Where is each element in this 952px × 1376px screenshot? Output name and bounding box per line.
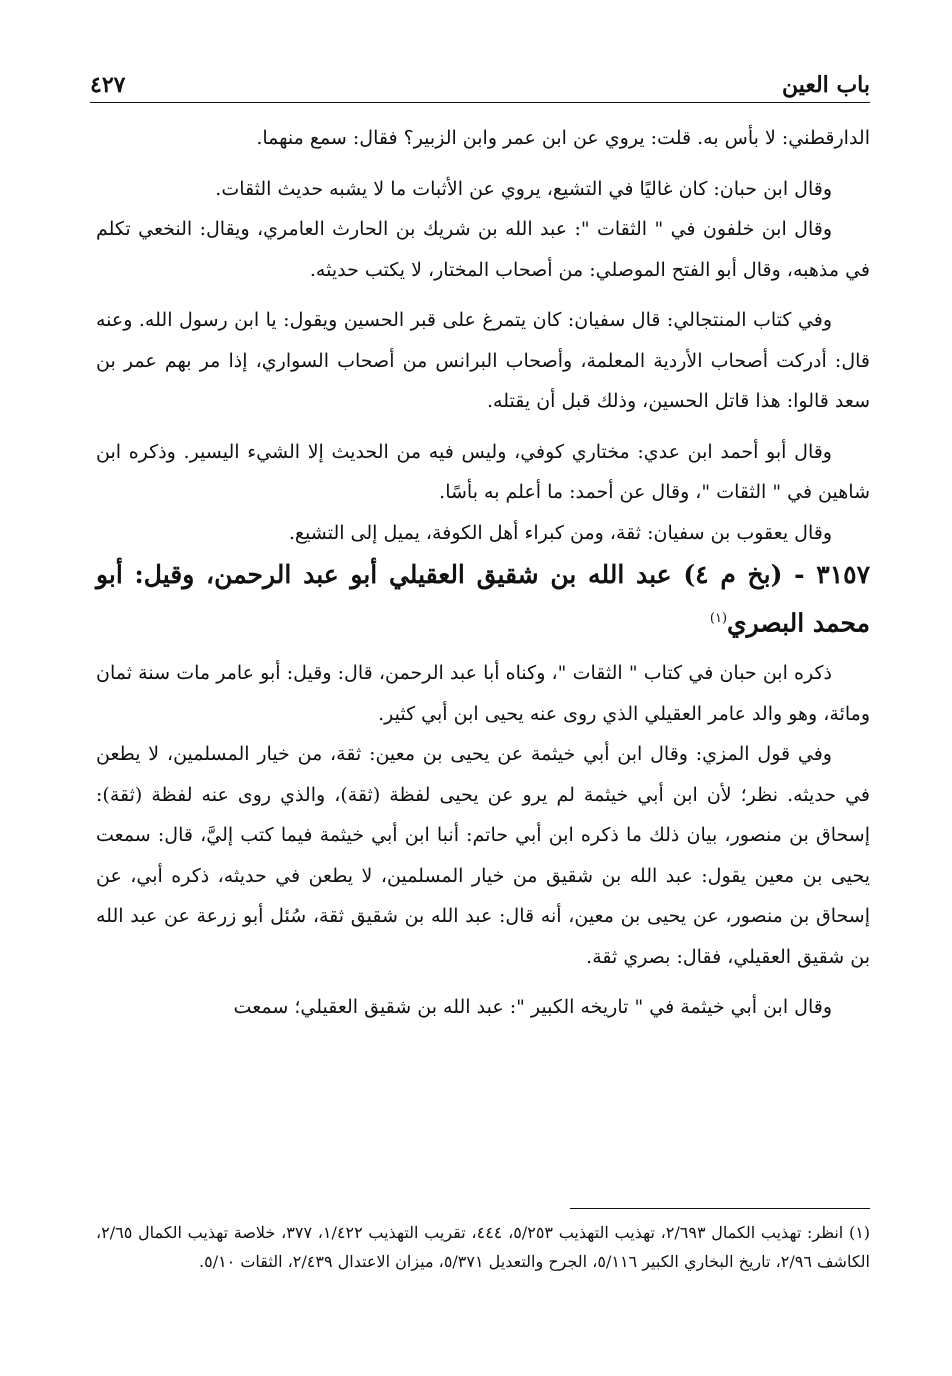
paragraph-2: وقال ابن حبان: كان غاليًا في التشيع، يروي عن الأثبات ما لا يشبه حديث الثقات.	[215, 177, 832, 200]
paragraph-4: وفي كتاب المنتجالي: قال سفيان: كان يتمرغ على قبر الحسين ويقول: يا ابن رسول الله. وعنه قال: أدركت أصحاب الأردية المعلمة، وأصحاب البرانس من أصحاب السواري، إذا مر بهم عمر بن سعد قالوا: هذا قاتل الحسين، وذلك قبل أن يقتله.	[96, 309, 870, 412]
main-text	[96, 118, 870, 1038]
footnote-separator	[570, 1208, 870, 1209]
entry-heading	[96, 553, 870, 645]
paragraph-3: وقال ابن خلفون في " الثقات ": عبد الله بن شريك بن الحارث العامري، ويقال: النخعي تكلم في مذهبه، وقال أبو الفتح الموصلي: من أصحاب المختار، لا يكتب حديثه.	[96, 218, 870, 281]
paragraph-6: وقال يعقوب بن سفيان: ثقة، ومن كبراء أهل الكوفة، يميل إلى التشيع.	[288, 521, 832, 544]
entry-paragraph-3: وقال ابن أبي خيثمة في " تاريخه الكبير ": عبد الله بن شقيق العقيلي؛ سمعت	[233, 996, 832, 1019]
chapter-title: باب العين	[781, 72, 870, 98]
entry-paragraph-2: وفي قول المزي: وقال ابن أبي خيثمة عن يحيى بن معين: ثقة، من خيار المسلمين، لا يطعن في حديثه. نظر؛ لأن ابن أبي خيثمة لم يرو عن يحيى لفظة (ثقة)، والذي روى عنه لفظة (ثقة): إسحاق بن منصور، بيان ذلك ما ذكره ابن أبي حاتم: أنبا ابن أبي خيثمة فيما كتب إليَّ، قال: سمعت يحيى بن معين يقول: عبد الله بن شقيق من خيار المسلمين، لا يطعن في حديثه، ذكره أبي، عن إسحاق بن منصور، عن يحيى بن معين، أنه قال: عبد الله بن شقيق ثقة، سُئل أبو زرعة عن عبد الله بن شقيق العقيلي، فقال: بصري ثقة.	[96, 743, 870, 968]
running-header	[90, 58, 870, 103]
paragraph-1: الدارقطني: لا بأس به. قلت: يروي عن ابن عمر وابن الزبير؟ فقال: سمع منهما.	[256, 127, 870, 149]
page-number: ٤٢٧	[90, 72, 126, 98]
footnote: (١) انظر: تهذيب الكمال ٢/٦٩٣، تهذيب التهذيب ٥/٢٥٣، ٤٤٤، تقريب التهذيب ١/٤٢٢، ٣٧٧، خلاصة تهذيب الكمال ٢/٦٥، الكاشف ٢/٩٦، تاريخ البخاري الكبير ٥/١١٦، الجرح والتعديل ٥/٣٧١، ميزان الاعتدال ٢/٤٣٩، الثقات ٥/١٠.	[96, 1223, 871, 1271]
footnote-ref: (١)	[709, 611, 728, 626]
paragraph-5: وقال أبو أحمد ابن عدي: مختاري كوفي، وليس فيه من الحديث إلا الشيء اليسير. وذكره ابن شاهين في " الثقات "، وقال عن أحمد: ما أعلم به بأسًا.	[96, 440, 870, 503]
entry-heading-text: ٣١٥٧ - (بخ م ٤) عبد الله بن شقيق العقيلي أبو عبد الرحمن، وقيل: أبو محمد البصري	[96, 560, 870, 638]
entry-paragraph-1: ذكره ابن حبان في كتاب " الثقات "، وكناه أبا عبد الرحمن، قال: وقيل: أبو عامر مات سنة ثمان ومائة، وهو والد عامر العقيلي الذي روى عنه يحيى ابن أبي كثير.	[96, 662, 870, 725]
